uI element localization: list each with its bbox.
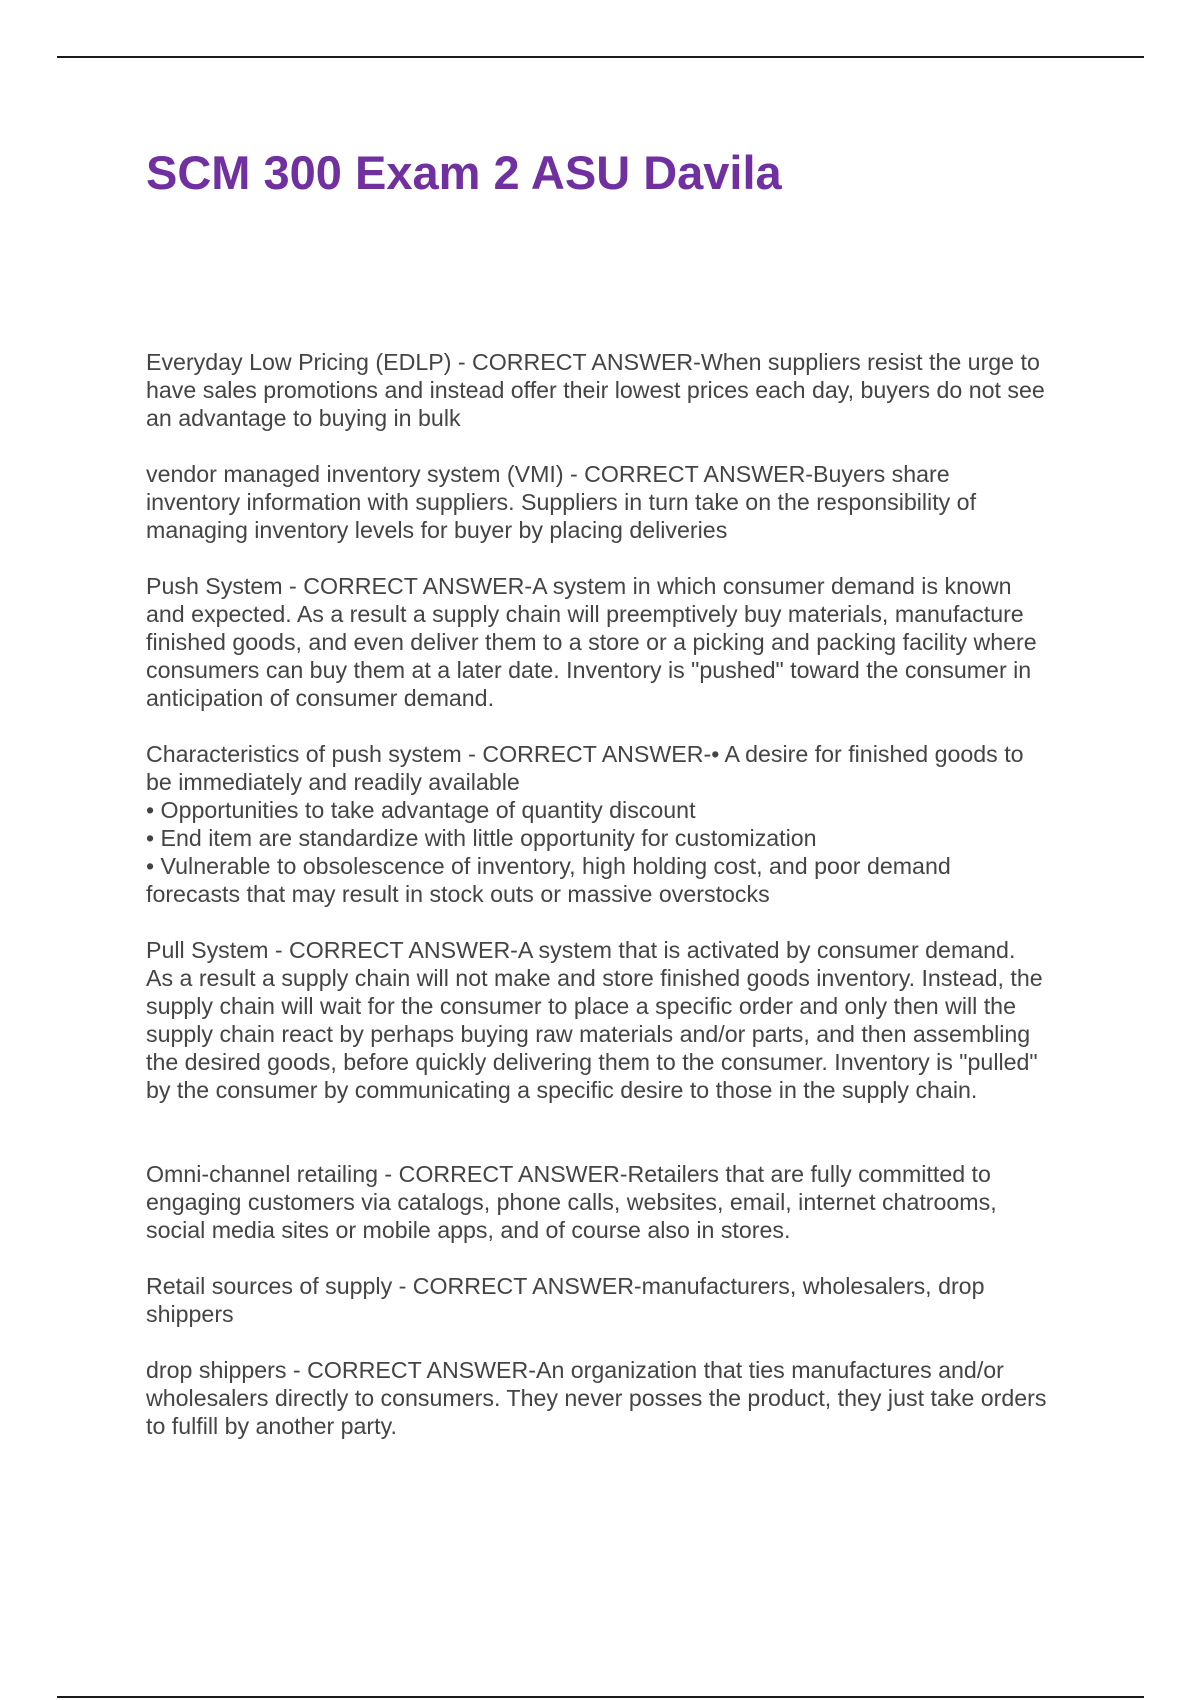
entry-line: to fulfill by another party.	[146, 1413, 397, 1439]
flashcard-entry-retail-sources	[146, 1272, 1096, 1328]
document-title: SCM 300 Exam 2 ASU Davila	[146, 146, 782, 199]
entry-line: forecasts that may result in stock outs or massive overstocks	[146, 881, 770, 907]
entry-line: supply chain react by perhaps buying raw materials and/or parts, and then assembling	[146, 1021, 1031, 1047]
entry-line: consumers can buy them at a later date. Inventory is "pushed" toward the consumer in	[146, 657, 1032, 683]
bullet-item: • End item are standardize with little opportunity for customization	[146, 825, 817, 851]
bullet-item: • Opportunities to take advantage of quantity discount	[146, 797, 696, 823]
entry-line: the desired goods, before quickly delivering them to the consumer. Inventory is "pulled"	[146, 1049, 1038, 1075]
entry-line: Pull System - CORRECT ANSWER-A system that is activated by consumer demand.	[146, 937, 1016, 963]
entry-line: managing inventory levels for buyer by placing deliveries	[146, 517, 728, 543]
entry-line: and expected. As a result a supply chain will preemptively buy materials, manufacture	[146, 601, 1024, 627]
flashcard-entry-drop-shippers	[146, 1356, 1096, 1440]
entry-line: As a result a supply chain will not make and store finished goods inventory. Instead, the	[146, 965, 1043, 991]
entry-line: shippers	[146, 1301, 234, 1327]
entry-line: Retail sources of supply - CORRECT ANSWER-manufacturers, wholesalers, drop	[146, 1273, 985, 1299]
entry-line: drop shippers - CORRECT ANSWER-An organization that ties manufactures and/or	[146, 1357, 1004, 1383]
bottom-rule	[57, 1696, 1144, 1698]
entry-line: supply chain will wait for the consumer to place a specific order and only then will the	[146, 993, 1016, 1019]
entry-line: anticipation of consumer demand.	[146, 685, 495, 711]
entry-line: an advantage to buying in bulk	[146, 405, 461, 431]
flashcard-entry-pull-system	[146, 936, 1096, 1104]
bullet-item: • Vulnerable to obsolescence of inventory, high holding cost, and poor demand	[146, 853, 951, 879]
flashcard-list	[146, 348, 1096, 1440]
flashcard-entry-push-system	[146, 572, 1096, 712]
flashcard-entry-push-characteristics	[146, 740, 1096, 908]
entry-line: finished goods, and even deliver them to a store or a picking and packing facility where	[146, 629, 1037, 655]
entry-line: have sales promotions and instead offer their lowest prices each day, buyers do not see	[146, 377, 1045, 403]
flashcard-entry-edlp	[146, 348, 1096, 432]
entry-line: Push System - CORRECT ANSWER-A system in which consumer demand is known	[146, 573, 1012, 599]
entry-line: Omni-channel retailing - CORRECT ANSWER-Retailers that are fully committed to	[146, 1161, 991, 1187]
entry-line: by the consumer by communicating a specific desire to those in the supply chain.	[146, 1077, 978, 1103]
entry-line: Everyday Low Pricing (EDLP) - CORRECT ANSWER-When suppliers resist the urge to	[146, 349, 1040, 375]
entry-line: engaging customers via catalogs, phone calls, websites, email, internet chatrooms,	[146, 1189, 997, 1215]
entry-line: Characteristics of push system - CORRECT ANSWER-• A desire for finished goods to	[146, 741, 1024, 767]
entry-line: be immediately and readily available	[146, 769, 520, 795]
top-rule	[57, 56, 1144, 58]
flashcard-entry-omni-channel	[146, 1160, 1096, 1244]
entry-line: vendor managed inventory system (VMI) - CORRECT ANSWER-Buyers share	[146, 461, 950, 487]
entry-line: social media sites or mobile apps, and of course also in stores.	[146, 1217, 791, 1243]
flashcard-entry-vmi	[146, 460, 1096, 544]
entry-line: wholesalers directly to consumers. They never posses the product, they just take orders	[146, 1385, 1047, 1411]
document-body	[146, 140, 1096, 1468]
entry-line: inventory information with suppliers. Suppliers in turn take on the responsibility of	[146, 489, 977, 515]
